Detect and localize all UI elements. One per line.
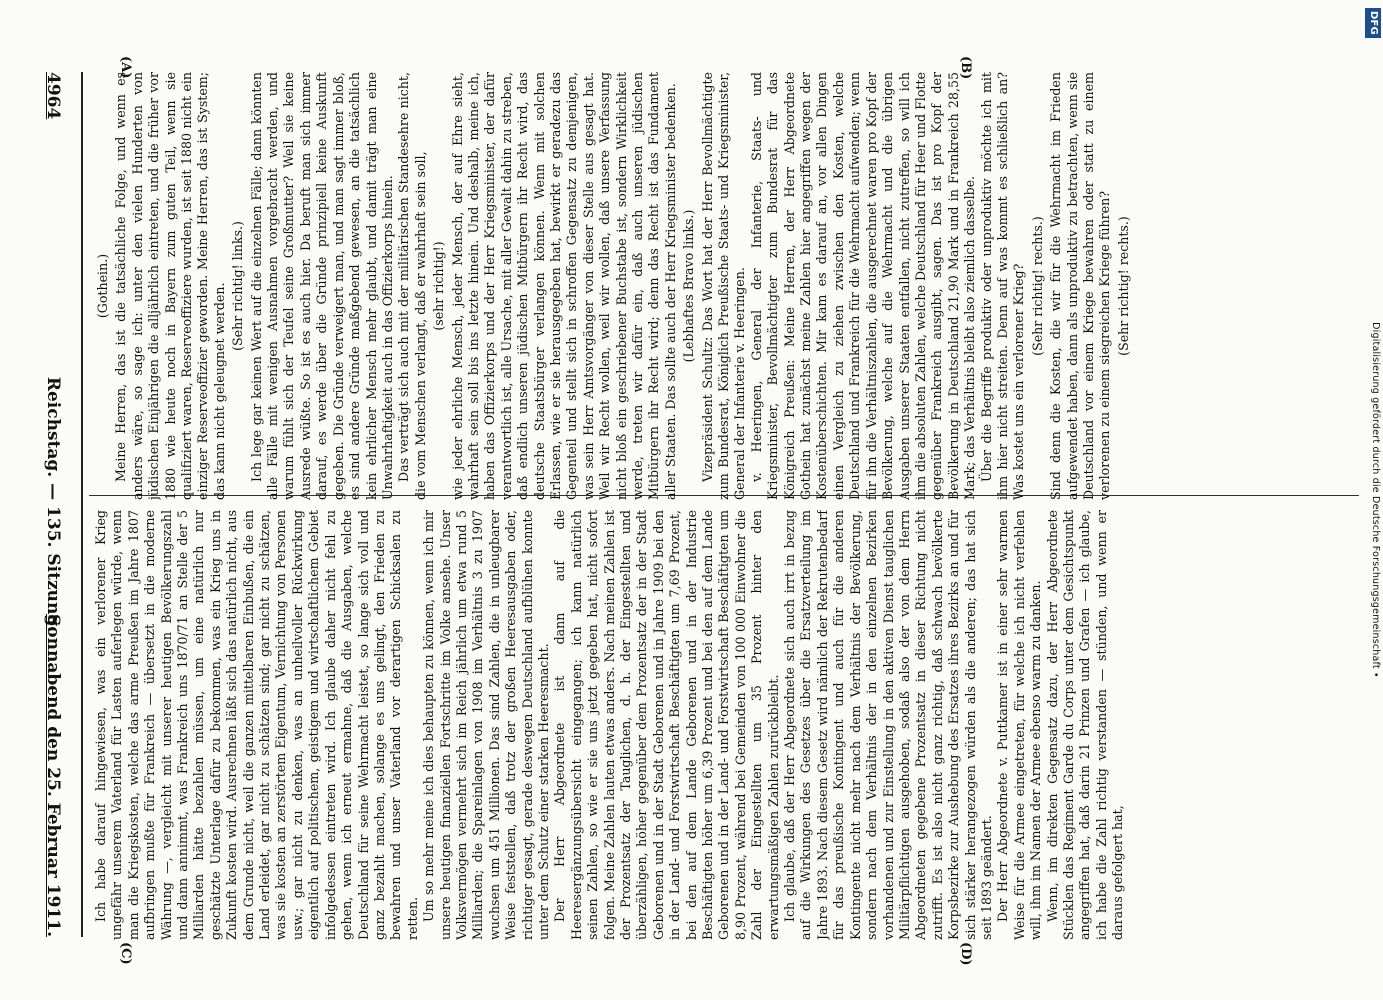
session-date: Sonnabend den 25. Februar 1911.	[43, 614, 63, 937]
paragraph: Ich habe darauf hingewiesen, was ein verlorener Krieg ungefähr unserem Vaterland für Lasten auferlegen würde, wenn man die Kriegskosten, welche das arme Preußen im Jahre 1807 aufbringen mußte für Frankreich — übersetzt in die moderne Währung —, vergleicht mit unserer heutigen Bevölkerungszahl und dann annimmt, was Frankreich uns 1870/71 an Stelle der 5 Milliarden hätte bezahlen müssen, um eine natürlich nur geschätzte Unterlage dafür zu bekommen, was ein Krieg uns in Zukunft kosten wird. Ausrechnen läßt sich das natürlich nicht, aus dem Grunde nicht, weil die ganzen mittelbaren Einbußen, die ein Land erleidet, gar nicht zu schätzen sind; gar nicht zu schätzen, was sie kosten an zerstörtem Eigentum, Vernichtung von Personen usw.; gar nicht zu denken, was an unheilvoller Rückwirkung eigentlich auf politischem, geistigem und wirtschaftlichem Gebiet infolgedessen eintreten wird. Ich glaube daher nicht fehl zu gehen, wenn ich erneut ermahne, daß die Ausgaben, welche Deutschland für seine Wehrmacht leistet, so lange sich voll und ganz bezahlt machen, solange es uns gelingt, den Frieden zu bewahren und unser Vaterland vor derartigen Schicksalen zu retten.	[93, 510, 420, 940]
dfg-logo: DFG	[1365, 8, 1381, 38]
paragraph: Meine Herren, das ist die tatsächliche Folge, und wenn es anders wäre, so sage ich: unter den vielen Hunderten von jüdischen Einjährigen die alljährlich eintreten, und die früher vor 1880 wie heute noch in Bayern zum guten Teil, wenn sie qualifiziert waren, Reserveoffiziere wurden, ist seit 1880 nicht ein einziger Reserveoffizier geworden. Meine Herren, das ist System; das kann nicht geleugnet werden.	[113, 72, 227, 500]
paragraph: Wenn, im direkten Gegensatz dazu, der Herr Abgeordnete Stücklen das Regiment Garde du Corps unter dem Gesichtspunkt angegriffen hat, daß darin 21 Prinzen und Grafen — ich glaube, ich habe die Zahl richtig verstanden — stünden, und wenn er daraus gefolgert hat,	[1044, 510, 1126, 940]
margin-mark-a: (A)	[118, 56, 133, 79]
paragraph: Ich glaube, daß der Herr Abgeordnete sich auch irrt in bezug auf die Wirkungen des Gesetzes über die Ersatzverteilung im Jahre 1893. Nach diesem Gesetz wird nämlich der Rekrutenbedarf für das preußische Kontingent und auch für die anderen Kontingente nicht mehr nach dem Verhältnis der Bevölkerung, sondern nach dem Verhältnis der in den einzelnen Bezirken vorhandenen und zur Einstellung in den aktiven Dienst tauglichen Militärpflichtigen ausgehoben, sodaß also der von dem Herrn Abgeordneten gegebene Prozentsatz in dieser Richtung nicht zutrifft. Es ist also nicht ganz richtig, daß schwach bevölkerte Korpsbezirke zur Aushebung des Ersatzes ihres Bezirks an und für sich stärker herangezogen würden als die anderen; das hat sich seit 1893 geändert.	[782, 510, 994, 940]
paragraph: v. Heeringen, General der Infanterie, Staats- und Kriegsminister, Bevollmächtigter zum Bundesrat für das Königreich Preußen: Meine Herren, der Herr Abgeordnete Gothein hat zunächst meine Zahlen hier angegriffen wegen der Kostenüberschichten. Mir kam es darauf an, vor allen Dingen einen Vergleich zu ziehen zwischen den Kosten, welche Deutschland und Frankreich für die Wehrmacht aufwenden; wenn für ihn die Verhältniszahlen, die ausgerechnet waren pro Kopf der Bevölkerung, welche auf die Wehrmacht und die übrigen Ausgaben unserer Staaten entfallen, nicht zutreffen, so will ich ihm die absoluten Zahlen, welche Deutschland für Heer und Flotte gegenüber Frankreich ausgibt, sagen. Das ist pro Kopf der Bevölkerung in Deutschland 21,90 Mark und in Frankreich 28,55 Mark; das Verhältnis bleibt also ziemlich dasselbe.	[748, 72, 978, 500]
speaker-note: (Gothein.)	[95, 253, 110, 319]
paragraph: Über die Begriffe produktiv oder unproduktiv möchte ich mit ihm hier nicht streiten. Denn auf was kommt es schließlich an? Was kostet uns ein verlorener Krieg?	[978, 72, 1027, 500]
interjection: (Sehr richtig! rechts.)	[1115, 216, 1131, 356]
paragraph: Vizepräsident Schultz: Das Wort hat der Herr Bevollmächtigte zum Bundesrat, Königlich Preußische Staats- und Kriegsminister, General der Infanterie v. Heeringen.	[699, 72, 748, 500]
page-number: 4964	[43, 72, 63, 120]
interjection: (Sehr richtig! links.)	[230, 221, 246, 351]
right-column	[93, 510, 1355, 940]
margin-mark-b: (B)	[958, 56, 973, 80]
interjection: (sehr richtig!)	[431, 241, 447, 331]
page-header	[35, 72, 69, 937]
paragraph: Das verträgt sich auch mit der militärischen Standesehre nicht, die vom Menschen verlangt, daß er wahrhaft sein soll,	[396, 72, 428, 500]
digitization-note: Digitalisierung gefördert durch die Deutsche Forschungsgemeinschaft •	[1370, 322, 1381, 678]
interjection: (Sehr richtig! rechts.)	[1029, 216, 1045, 356]
left-column	[93, 72, 1355, 500]
session-title: Reichstag. — 135. Sitzung.	[43, 376, 63, 633]
paragraph: wie jeder ehrliche Mensch, jeder Mensch, der auf Ehre sieht, wahrhaft sein soll bis ins letzte hinein. Und deshalb, meine ich, haben das Offizierkorps und der Herr Kriegsminister, der dafür verantwortlich ist, alle Ursache, mit aller Gewalt dahin zu streben, daß endlich unseren jüdischen Mitbürgern ihr Recht wird, das deutsche Staatsbürger verlangen können. Wenn mit solchen Erlassen, wie er sie herausgegeben hat, bewirkt er geradezu das Gegenteil und stellt sich in schroffen Gegensatz zu demjenigen, was sein Herr Amtsvorgänger von dieser Stelle aus gesagt hat. Weil wir Recht wollen, weil wir wollen, daß unsere Verfassung nicht bloß ein geschriebener Buchstabe ist, sondern Wirklichkeit werde, treten wir dafür ein, daß auch unseren jüdischen Mitbürgern ihr Recht wird; denn das Recht ist das Fundament aller Staaten. Das sollte auch der Herr Kriegsminister bedenken.	[449, 72, 678, 500]
digitization-footer	[1365, 0, 1381, 1000]
paragraph: Um so mehr meine ich dies behaupten zu können, wenn ich mir unsere heutigen finanziellen Fortschritte im Volke ansehe. Unser Volksvermögen vermehrt sich im Reich jährlich um etwa rund 5 Milliarden; die Spareinlagen von 1908 im Verhältnis 3 zu 1907 wuchsen um 451 Millionen. Das sind Zahlen, die in unleugbarer Weise feststellen, daß trotz der großen Heeresausgaben oder, richtiger gesagt, gerade deswegen Deutschland aufblühen konnte unter dem Schutz einer starken Heeresmacht.	[421, 510, 551, 940]
interjection: (Lebhaftes Bravo links.)	[681, 209, 697, 363]
margin-mark-c: (C)	[118, 942, 133, 965]
paragraph: Ich lege gar keinen Wert auf die einzelnen Fälle; dann könnten alle Fälle mit wenigen Ausnahmen vorgebracht werden, und warum fühlt sich der Teufel seine Großmutter? Weil sie keine Ausrede wüßte. So ist es auch hier. Da beruft man sich immer darauf, es werde über die Gründe prinzipiell keine Auskunft gegeben. Die Gründe verweigert man, und man sagt immer bloß, es sind andere Gründe maßgebend gewesen, an die tatsächlich kein ehrlicher Mensch mehr glaubt, und damit trägt man eine Unwahrhaftigkeit auch in das Offizierkorps hinein.	[248, 72, 395, 500]
paragraph: Sind denn die Kosten, die wir für die Wehrmacht im Frieden aufgewendet haben, dann als unproduktiv zu betrachten, wenn sie Deutschland vor einem Kriege bewahren oder statt zu einem verlorenen zu einem siegreichen Kriege führen?	[1048, 72, 1113, 500]
margin-mark-d: (D)	[958, 942, 973, 966]
paragraph: Der Herr Abgeordnete v. Puttkamer ist in einer sehr warmen Weise für die Armee eingetreten, für welche ich nicht verfehlen will, ihm im Namen der Armee ebenso warm zu danken.	[995, 510, 1044, 940]
header-rule	[81, 72, 83, 937]
paragraph: Der Herr Abgeordnete ist dann auf die Heeresergänzungsübersicht eingegangen; ich kann natürlich seinen Zahlen, so wie er sie uns jetzt gegeben hat, nicht sofort folgen. Meine Zahlen lauten etwas anders. Nach meinen Zahlen ist der Prozentsatz der Tauglichen, d. h. der Eingestellten und überzähligen, höher gegenüber dem Prozentsatz der in der Stadt Geborenen und in der Stadt Geborenen und in Jahre 1909 bei den in der Land- und Forstwirtschaft Beschäftigten um 7,69 Prozent, bei den auf dem Lande Geborenen und in der Industrie Beschäftigten höher um 6,39 Prozent und bei den auf dem Lande Geborenen und in der Land- und Forstwirtschaft Beschäftigten um 8,90 Prozent, während bei Gemeinden von 100 000 Einwohner die Zahl der Eingestellten um 35 Prozent hinter den erwartungsmäßigen Zahlen zurückbleibt.	[552, 510, 781, 940]
